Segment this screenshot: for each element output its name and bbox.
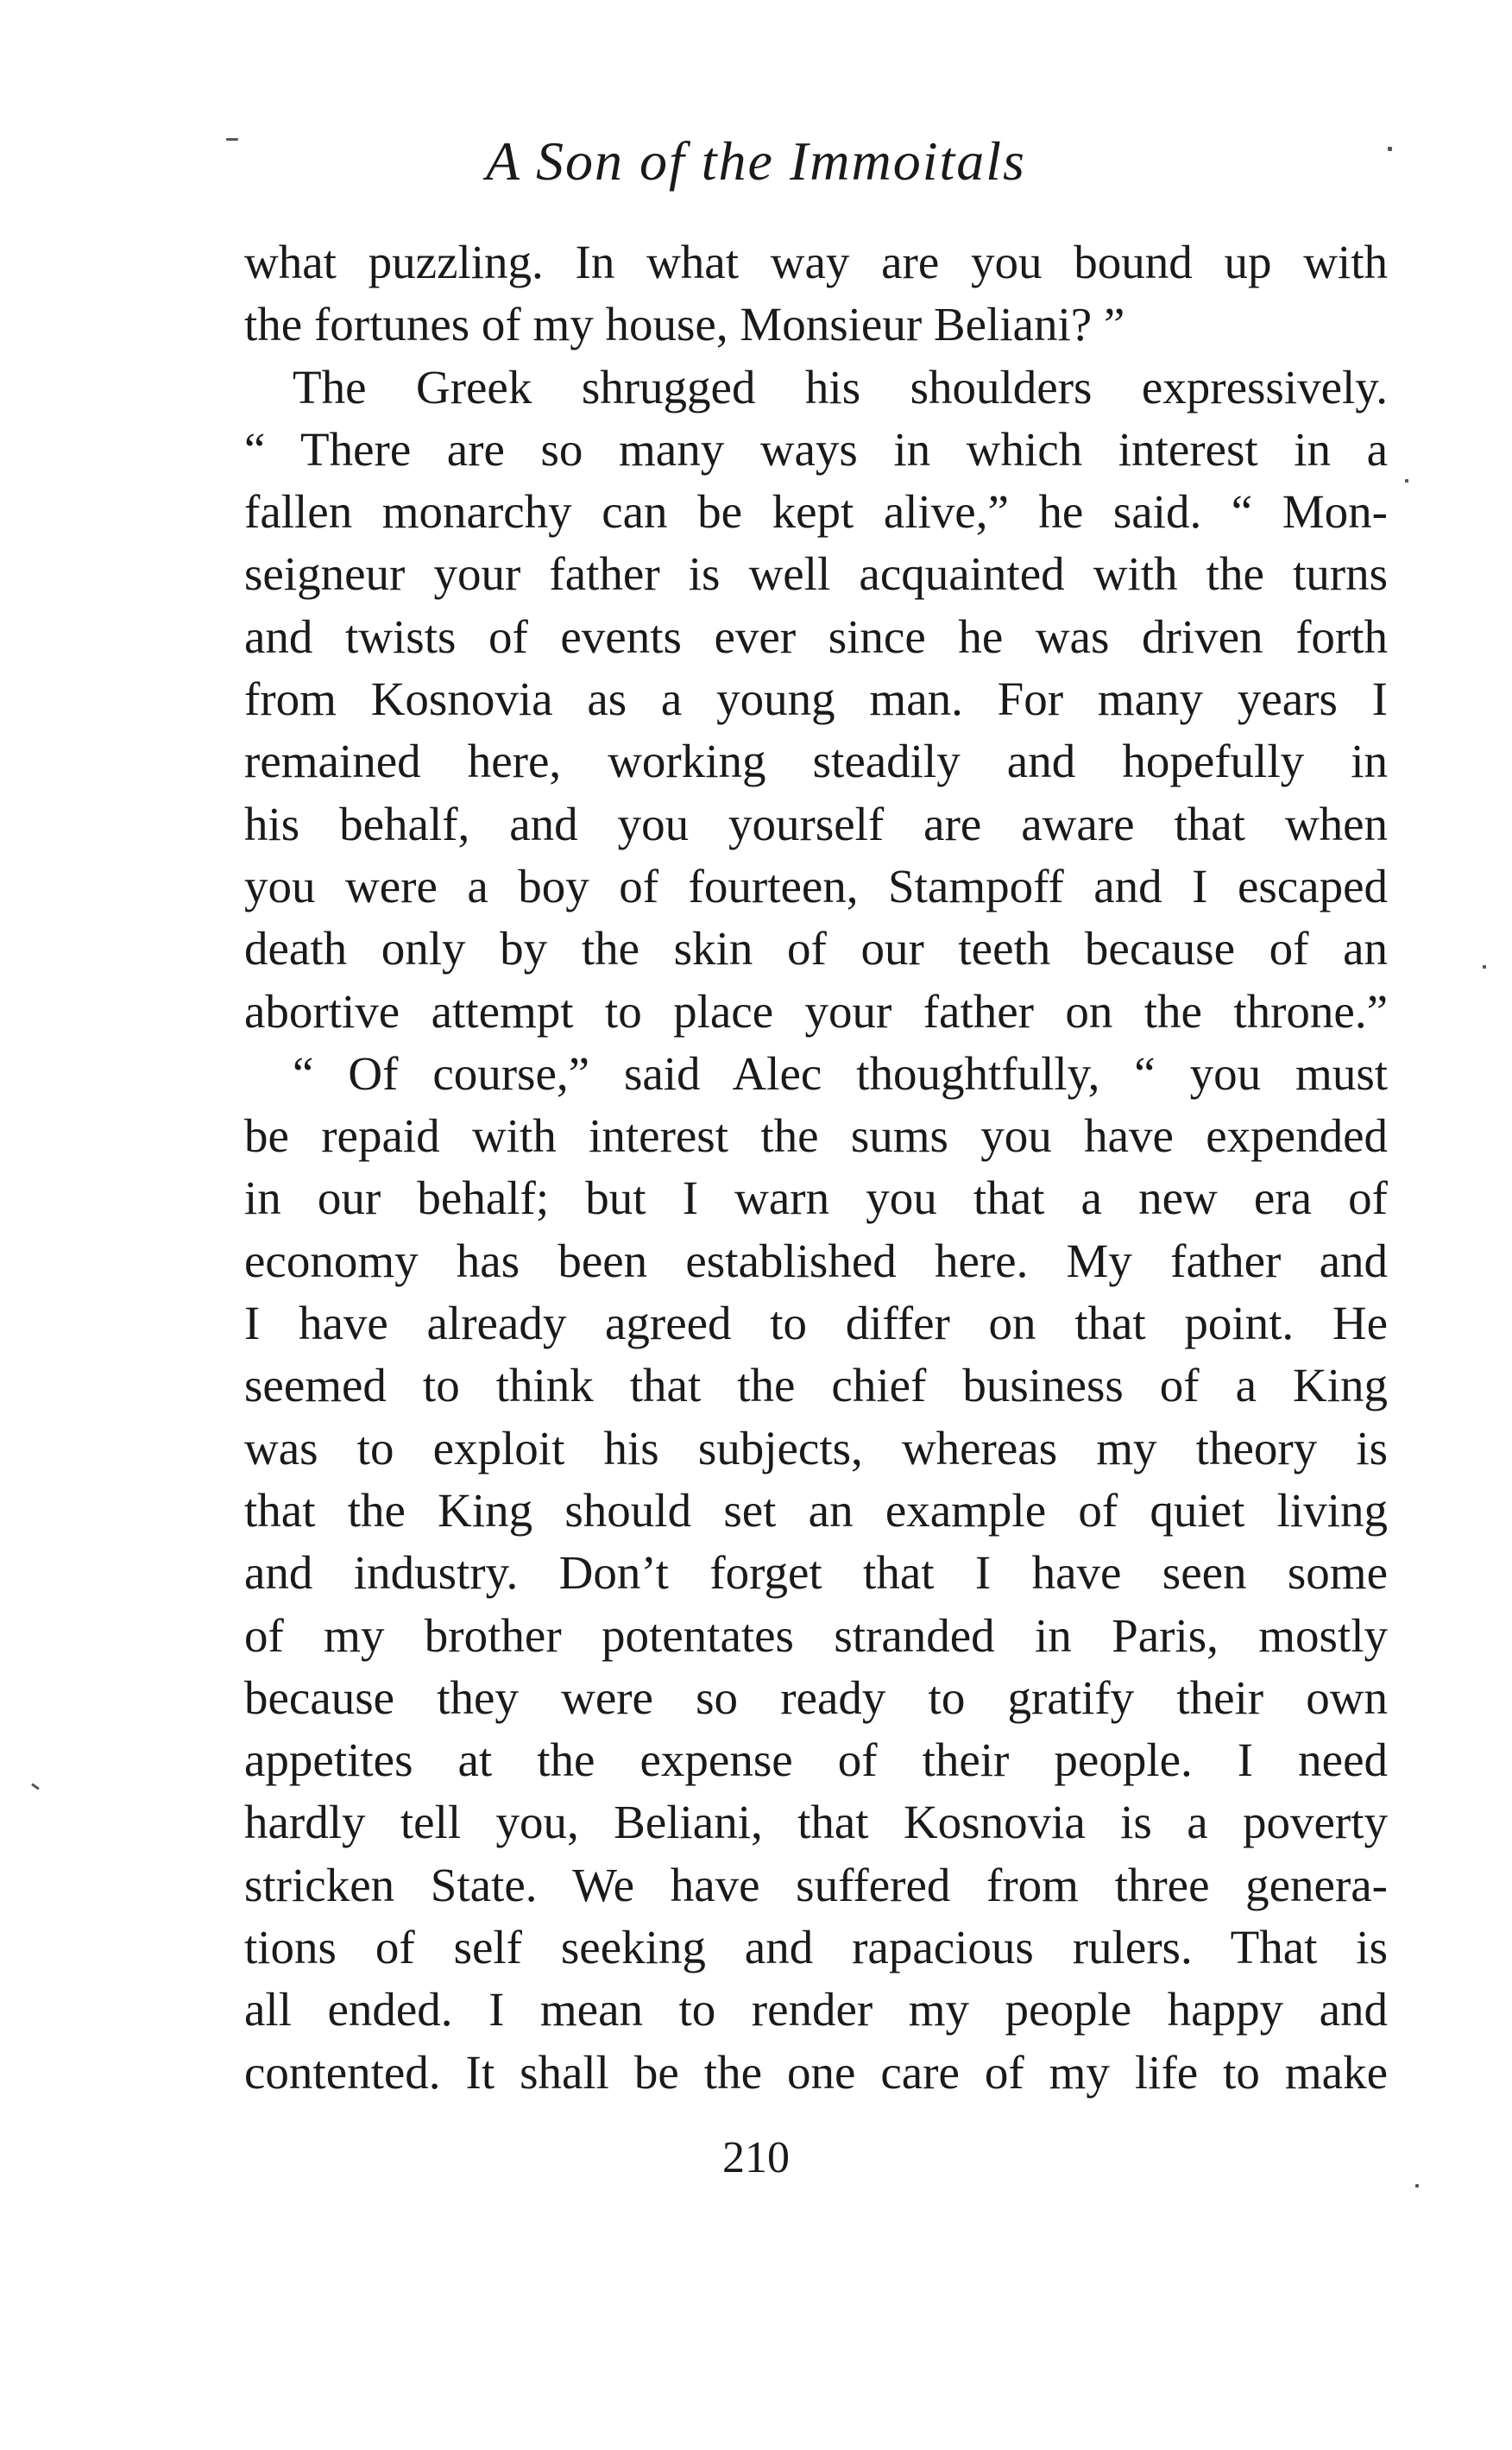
scan-speck [226,138,238,141]
text-line: seigneur your father is well acquainted with the turns [244,547,1388,601]
text-line: contented. It shall be the one care of my life to make [244,2045,1388,2099]
text-line: and industry. Don’t forget that I have seen some [244,1546,1388,1600]
text-line: from Kosnovia as a young man. For many years I [244,672,1388,726]
text-line: I have already agreed to differ on that point. He [244,1297,1388,1350]
body-text [244,231,1388,2104]
scan-speck [31,1783,40,1790]
text-line: in our behalf; but I warn you that a new era of [244,1171,1388,1225]
text-line: appetites at the expense of their people. I need [244,1733,1388,1787]
text-line: death only by the skin of our teeth because of an [244,922,1388,976]
text-line: seemed to think that the chief business of a King [244,1359,1388,1412]
page-number: 210 [722,2133,790,2182]
text-line: stricken State. We have suffered from three genera- [244,1858,1388,1911]
scan-speck [1483,965,1486,969]
text-line: economy has been established here. My father and [244,1234,1388,1287]
text-line: his behalf, and you yourself are aware that when [244,797,1388,850]
text-line: remained here, working steadily and hopefully in [244,735,1388,788]
text-line: The Greek shrugged his shoulders expressively. [293,360,1388,414]
text-line: of my brother potentates stranded in Paris, mostly [244,1608,1388,1662]
running-title: A Son of the Immoitals [486,130,1026,192]
text-line: and twists of events ever since he was driven forth [244,609,1388,663]
text-line: you were a boy of fourteen, Stampoff and I escaped [244,859,1388,912]
text-line: be repaid with interest the sums you have expended [244,1109,1388,1163]
text-line: was to exploit his subjects, whereas my theory is [244,1421,1388,1474]
scan-speck [1388,147,1392,151]
text-line: the fortunes of my house, Monsieur Beliani? ” [244,298,1125,351]
text-line: tions of self seeking and rapacious rulers. That is [244,1921,1388,1974]
text-line: hardly tell you, Beliani, that Kosnovia is a poverty [244,1796,1388,1849]
text-line: abortive attempt to place your father on the throne.” [244,984,1388,1038]
text-line: because they were so ready to gratify their own [244,1670,1388,1724]
text-line: fallen monarchy can be kept alive,” he said. “ Mon- [244,485,1388,539]
scan-speck [1415,2184,1419,2188]
text-line: “ There are so many ways in which interest in a [244,422,1388,476]
text-line: all ended. I mean to render my people happy and [244,1983,1388,2036]
text-line: “ Of course,” said Alec thoughtfully, “ you must [293,1046,1388,1100]
text-line: what puzzling. In what way are you bound up with [244,236,1388,288]
text-line: that the King should set an example of quiet living [244,1483,1388,1537]
scan-speck [1405,479,1408,483]
